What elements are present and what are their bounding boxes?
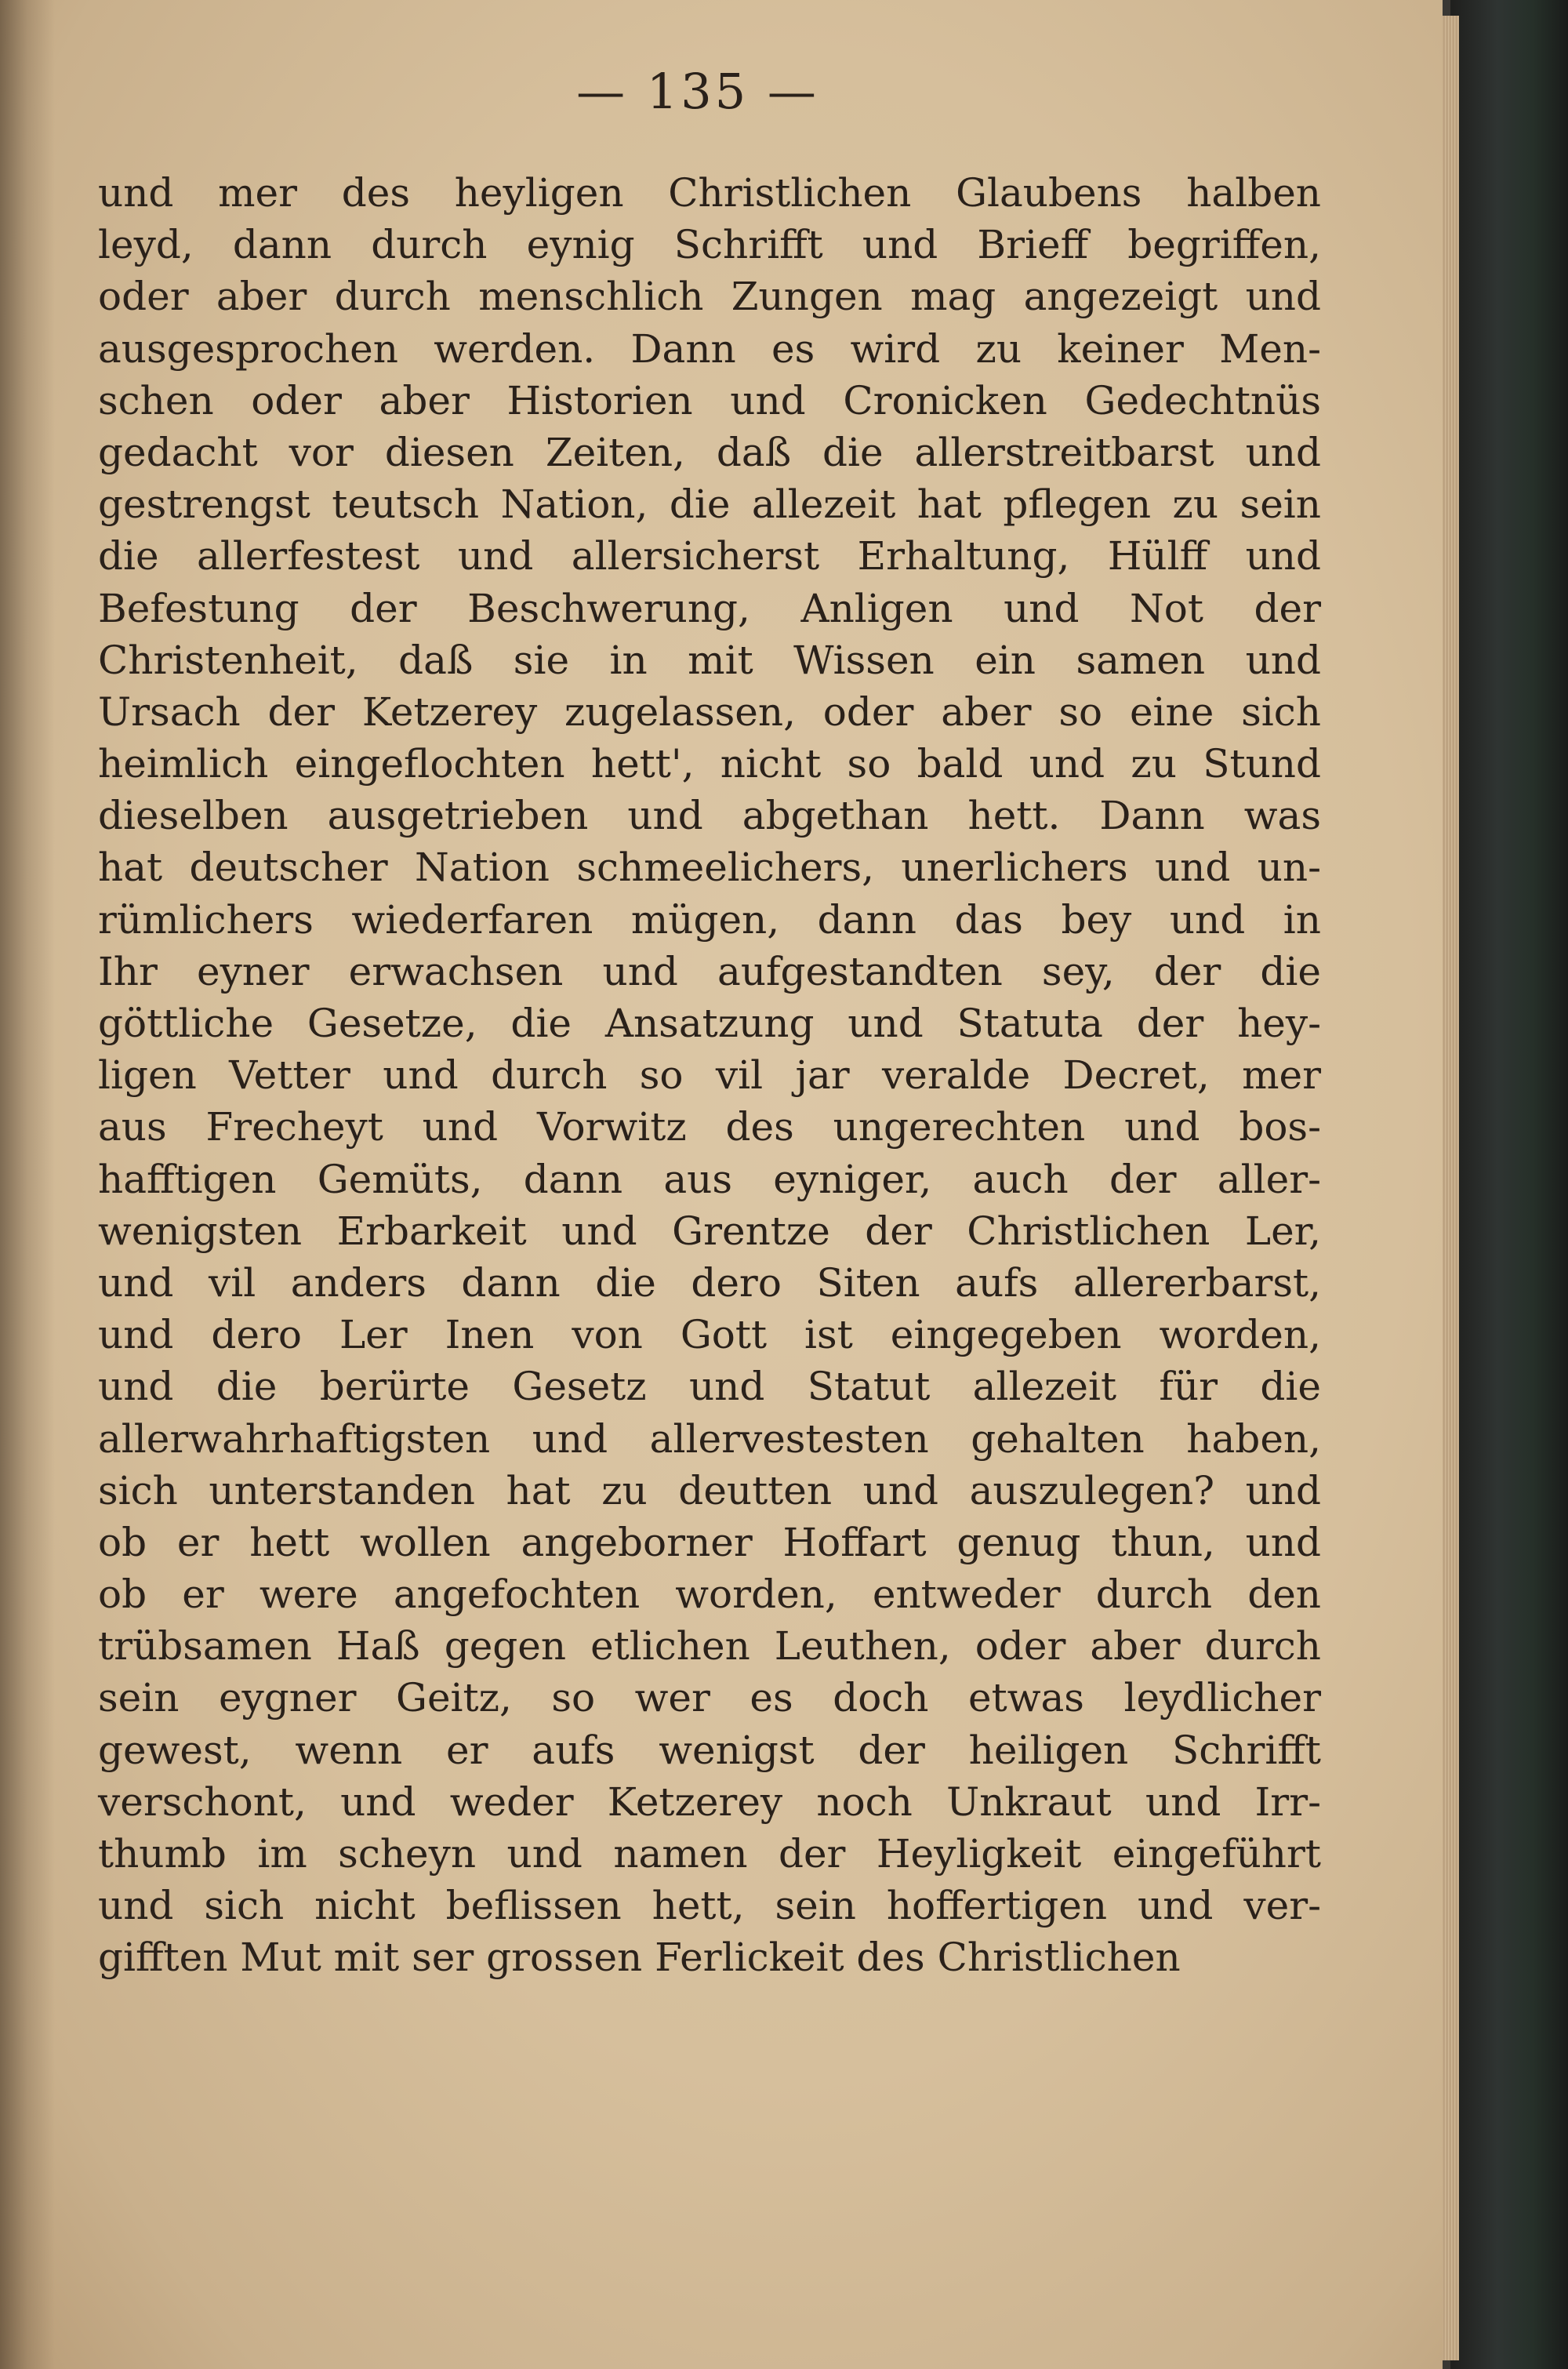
text-line: dieselben ausgetrieben und abgethan hett. Dann was — [98, 793, 1321, 839]
text-line: ligen Vetter und durch so vil jar veralde Decret, mer — [98, 1052, 1321, 1099]
book-binding — [1450, 0, 1568, 2369]
text-line: ob er hett wollen angeborner Hoffart genug thun, und — [98, 1519, 1321, 1565]
text-line: ob er were angefochten worden, entweder durch den — [98, 1571, 1321, 1618]
text-line: aus Frecheyt und Vorwitz des ungerechten und bos- — [98, 1104, 1321, 1150]
text-line: Befestung der Beschwerung, Anligen und Not der — [98, 585, 1321, 631]
text-line: ausgesprochen werden. Dann es wird zu keiner Men- — [98, 325, 1321, 372]
text-line: sein eygner Geitz, so wer es doch etwas leydlicher — [98, 1675, 1321, 1721]
text-line: göttliche Gesetze, die Ansatzung und Statuta der hey- — [98, 1001, 1321, 1046]
text-line: schen oder aber Historien und Cronicken Gedechtnüs — [98, 377, 1321, 423]
text-line: gewest, wenn er aufs wenigst der heiligen Schrifft — [98, 1727, 1321, 1773]
text-line: hat deutscher Nation schmeelichers, unerlichers und un- — [98, 845, 1321, 891]
text-line: leyd, dann durch eynig Schrifft und Brieff begriffen, — [98, 222, 1321, 268]
text-line: rümlichers wiederfaren mügen, dann das bey und in — [98, 896, 1321, 943]
text-line: und mer des heyligen Christlichen Glaubens halben — [98, 170, 1321, 216]
text-line: gestrengst teutsch Nation, die allezeit hat pflegen zu sein — [98, 481, 1321, 528]
text-line: gifften Mut mit ser grossen Ferlickeit des Christlichen — [98, 1935, 1181, 1981]
text-line: hafftigen Gemüts, dann aus eyniger, auch der aller- — [98, 1156, 1321, 1202]
text-line: und die berürte Gesetz und Statut allezeit für die — [98, 1364, 1321, 1410]
text-line: oder aber durch menschlich Zungen mag angezeigt und — [98, 274, 1321, 320]
text-line: Ihr eyner erwachsen und aufgestandten sey, der die — [98, 948, 1321, 994]
text-line: und vil anders dann die dero Siten aufs allererbarst, — [98, 1259, 1321, 1306]
text-line: Ursach der Ketzerey zugelassen, oder aber so eine sich — [98, 689, 1321, 735]
text-line: verschont, und weder Ketzerey noch Unkraut und Irr- — [98, 1779, 1321, 1825]
text-line: thumb im scheyn und namen der Heyligkeit eingeführt — [98, 1831, 1321, 1877]
gutter-shadow — [0, 0, 55, 2369]
text-line: und dero Ler Inen von Gott ist eingegeben worden, — [98, 1312, 1321, 1358]
text-line: trübsamen Haß gegen etlichen Leuthen, oder aber durch — [98, 1623, 1321, 1670]
text-line: und sich nicht beflissen hett, sein hoffertigen und ver- — [98, 1883, 1321, 1929]
text-line: gedacht vor diesen Zeiten, daß die allerstreitbarst und — [98, 429, 1321, 475]
text-line: Christenheit, daß sie in mit Wissen ein samen und — [98, 637, 1321, 683]
page-number: — 135 — — [576, 63, 819, 120]
body-text — [98, 167, 1321, 1984]
text-line: allerwahrhaftigsten und allervestesten gehalten haben, — [98, 1415, 1321, 1462]
text-line: wenigsten Erbarkeit und Grentze der Christlichen Ler, — [98, 1208, 1321, 1254]
text-line: heimlich eingeflochten hett', nicht so bald und zu Stund — [98, 741, 1321, 787]
text-line: sich unterstanden hat zu deutten und auszulegen? und — [98, 1467, 1321, 1513]
text-line: die allerfestest und allersicherst Erhaltung, Hülff und — [98, 533, 1321, 580]
